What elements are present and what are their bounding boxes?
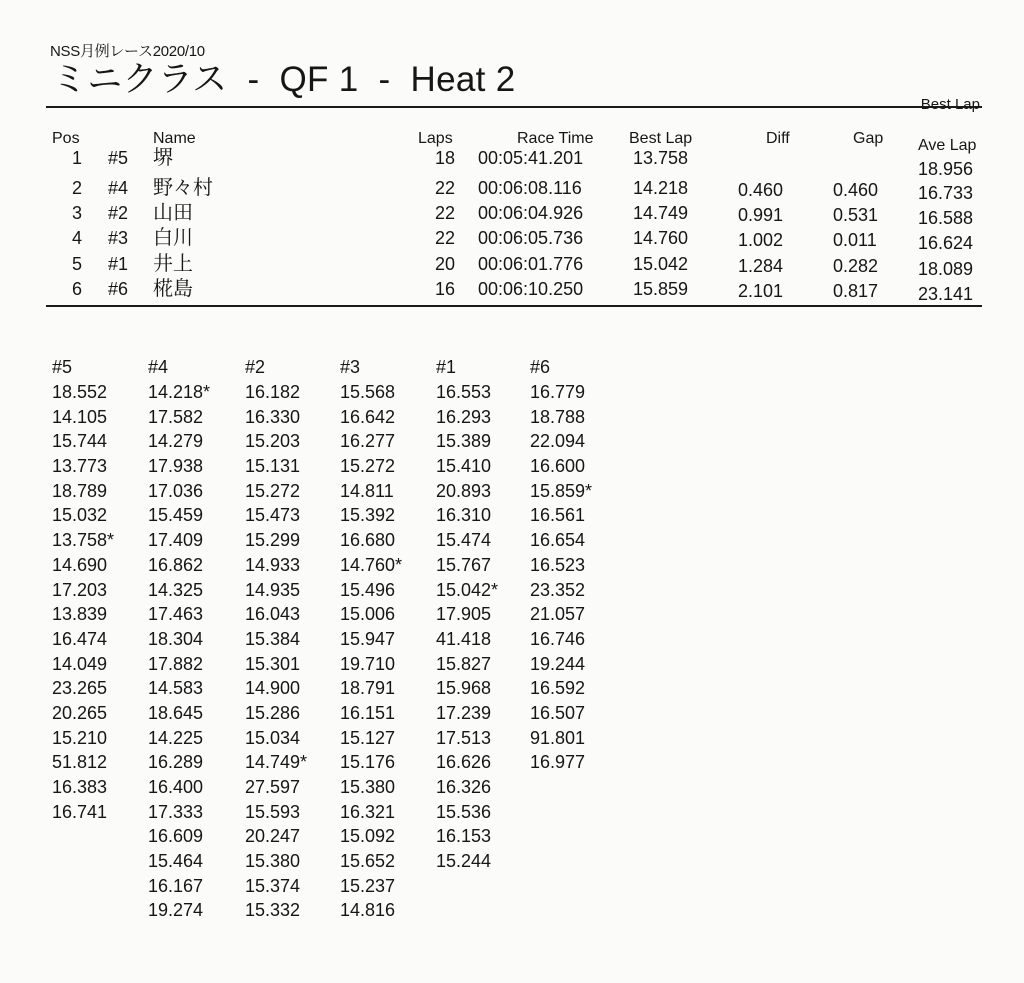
result-driver-name: 椛島	[153, 278, 193, 300]
lap-column	[148, 355, 238, 923]
lap-time: 15.652	[340, 851, 396, 872]
result-ave-lap: 23.141	[918, 284, 974, 304]
result-diff: 2.101	[738, 281, 784, 301]
lap-time: 16.043	[245, 604, 301, 625]
lap-column	[245, 355, 335, 923]
lap-time: 16.383	[52, 777, 108, 797]
result-best-lap: 15.042	[633, 254, 689, 274]
lap-column-car: #5	[52, 357, 73, 377]
lap-time: 15.127	[340, 727, 396, 748]
lap-time: 15.034	[245, 727, 301, 748]
lap-time: 23.352	[530, 579, 586, 600]
lap-time: 16.746	[530, 628, 586, 649]
lap-time: 16.553	[436, 382, 492, 402]
result-laps: 22	[434, 228, 455, 248]
lap-column-car: #3	[340, 357, 361, 377]
header-rule	[46, 106, 982, 108]
lap-time: 15.827	[436, 653, 492, 674]
lap-time: 51.812	[52, 752, 108, 773]
lap-time: 19.244	[530, 653, 586, 674]
result-pos: 3	[71, 203, 82, 223]
result-gap: 0.011	[833, 230, 877, 250]
lap-time: 17.239	[436, 702, 492, 723]
result-race-time: 00:06:10.250	[478, 279, 584, 299]
lap-time: 15.464	[148, 851, 204, 872]
lap-time: 15.332	[245, 900, 301, 921]
result-car-number: #2	[108, 203, 129, 223]
lap-time: 18.645	[148, 702, 204, 723]
lap-time: 15.042*	[436, 579, 499, 600]
lap-time: 22.094	[530, 431, 586, 452]
lap-time: 19.274	[148, 900, 204, 921]
result-best-lap: 14.749	[633, 203, 689, 223]
lap-time: 16.592	[530, 678, 586, 699]
result-driver-name: 山田	[153, 202, 193, 224]
lap-time: 14.749*	[245, 752, 308, 773]
lap-time: 17.938	[148, 456, 204, 477]
result-race-time: 00:06:01.776	[478, 254, 584, 274]
result-pos: 2	[71, 178, 82, 198]
lap-column	[52, 355, 142, 824]
lap-time: 14.049	[52, 653, 108, 674]
lap-time: 15.006	[340, 604, 396, 625]
lap-time: 15.374	[245, 875, 301, 896]
result-car-number: #5	[108, 148, 129, 168]
event-subtitle: NSS月例レース2020/10	[50, 43, 205, 60]
lap-time: 20.265	[52, 702, 108, 723]
lap-time: 15.389	[436, 431, 492, 452]
result-race-time: 00:06:04.926	[478, 203, 584, 223]
lap-column	[340, 355, 430, 923]
lap-time: 16.561	[530, 505, 586, 526]
lap-time: 15.410	[436, 456, 492, 477]
result-gap: 0.282	[833, 256, 879, 276]
lap-time: 16.523	[530, 554, 586, 575]
lap-time: 14.760*	[340, 554, 403, 575]
lap-time: 15.272	[245, 480, 301, 501]
lap-time: 14.225	[148, 727, 204, 748]
lap-time: 15.301	[245, 653, 301, 674]
lap-time: 16.321	[340, 801, 396, 822]
lap-time: 27.597	[245, 777, 301, 797]
result-ave-lap: 16.588	[918, 208, 974, 228]
result-car-number: #1	[108, 254, 129, 274]
lap-time: 17.905	[436, 604, 492, 625]
lap-time: 15.286	[245, 702, 301, 723]
result-race-time: 00:06:08.116	[478, 178, 582, 198]
lap-time: 17.203	[52, 579, 108, 600]
lap-time: 19.710	[340, 653, 396, 674]
lap-time: 15.299	[245, 530, 301, 551]
result-best-lap: 13.758	[633, 148, 689, 168]
result-laps: 18	[434, 148, 455, 168]
lap-time: 16.182	[245, 382, 301, 402]
result-diff: 0.460	[738, 180, 784, 200]
result-ave-lap: 18.956	[918, 159, 974, 179]
lap-time: 15.568	[340, 382, 396, 402]
col-header-race-time: Race Time	[517, 130, 594, 147]
lap-column-car: #4	[148, 357, 169, 377]
lap-time: 15.380	[245, 851, 301, 872]
lap-time: 41.418	[436, 628, 492, 649]
lap-time: 18.788	[530, 406, 586, 427]
col-header-diff: Diff	[766, 130, 790, 147]
page-title: ミニクラス - QF 1 - Heat 2	[52, 60, 516, 99]
lap-time: 14.105	[52, 406, 108, 427]
lap-time: 15.176	[340, 752, 396, 773]
result-driver-name: 野々村	[153, 177, 213, 199]
lap-time: 15.496	[340, 579, 396, 600]
result-gap: 0.817	[833, 281, 879, 301]
lap-time: 18.791	[340, 678, 396, 699]
result-gap: 0.460	[833, 180, 879, 200]
lap-time: 14.690	[52, 554, 108, 575]
lap-time: 18.304	[148, 628, 204, 649]
result-pos: 1	[71, 148, 82, 168]
col-header-gap: Gap	[853, 130, 884, 147]
result-pos: 5	[71, 254, 82, 274]
result-car-number: #4	[108, 178, 129, 198]
lap-time: 15.767	[436, 554, 492, 575]
result-diff: 1.284	[738, 256, 784, 276]
lap-time: 15.032	[52, 505, 108, 526]
col-header-name: Name	[153, 130, 196, 147]
result-best-lap: 14.760	[633, 228, 689, 248]
lap-time: 91.801	[530, 727, 586, 748]
lap-time: 16.153	[436, 826, 492, 847]
lap-column-car: #2	[245, 357, 266, 377]
lap-time: 15.536	[436, 801, 492, 822]
lap-time: 20.247	[245, 826, 301, 847]
lap-time: 16.277	[340, 431, 396, 452]
lap-time: 16.289	[148, 752, 204, 773]
lap-time: 13.773	[52, 456, 108, 477]
col-header-laps: Laps	[418, 130, 453, 147]
lap-time: 14.218*	[148, 382, 211, 402]
lap-column-car: #6	[530, 357, 551, 377]
lap-time: 16.326	[436, 777, 492, 797]
lap-time: 16.680	[340, 530, 396, 551]
lap-time: 15.744	[52, 431, 108, 452]
result-pos: 6	[71, 279, 82, 299]
lap-time: 14.933	[245, 554, 301, 575]
lap-time: 16.151	[340, 702, 396, 723]
lap-time: 14.816	[340, 900, 396, 921]
lap-time: 14.325	[148, 579, 204, 600]
lap-time: 16.642	[340, 406, 396, 427]
result-pos: 4	[71, 228, 82, 248]
lap-time: 16.609	[148, 826, 204, 847]
lap-time: 15.392	[340, 505, 396, 526]
lap-time: 21.057	[530, 604, 586, 625]
col-header-best-lap: Best Lap	[629, 130, 693, 147]
lap-time: 15.272	[340, 456, 396, 477]
result-race-time: 00:05:41.201	[478, 148, 584, 168]
lap-time: 15.092	[340, 826, 396, 847]
col-header-ave-lap: Ave Lap	[918, 137, 977, 154]
lap-time: 16.310	[436, 505, 492, 526]
result-ave-lap: 16.624	[918, 233, 974, 253]
lap-time: 15.968	[436, 678, 492, 699]
result-best-lap: 15.859	[633, 279, 689, 299]
results-bottom-rule	[46, 305, 982, 307]
result-race-time: 00:06:05.736	[478, 228, 584, 248]
lap-time: 16.600	[530, 456, 586, 477]
lap-column	[436, 355, 526, 874]
result-diff: 0.991	[738, 205, 784, 225]
lap-time: 13.839	[52, 604, 108, 625]
best-lap-tag: Best Lap	[920, 96, 980, 113]
lap-time: 16.626	[436, 752, 492, 773]
result-laps: 16	[434, 279, 455, 299]
lap-time: 15.210	[52, 727, 108, 748]
result-gap: 0.531	[833, 205, 879, 225]
lap-time: 15.384	[245, 628, 301, 649]
result-ave-lap: 16.733	[918, 183, 974, 203]
lap-time: 15.859*	[530, 480, 593, 501]
lap-time: 17.409	[148, 530, 204, 551]
lap-column-car: #1	[436, 357, 457, 377]
lap-time: 17.036	[148, 480, 204, 501]
lap-time: 20.893	[436, 480, 492, 501]
lap-column	[530, 355, 620, 775]
lap-time: 16.977	[530, 752, 586, 773]
lap-time: 23.265	[52, 678, 108, 699]
lap-time: 15.474	[436, 530, 492, 551]
lap-time: 17.513	[436, 727, 492, 748]
lap-time: 15.131	[245, 456, 301, 477]
result-laps: 22	[434, 203, 455, 223]
lap-time: 15.473	[245, 505, 301, 526]
lap-time: 15.593	[245, 801, 301, 822]
lap-time: 16.400	[148, 777, 204, 797]
lap-time: 15.380	[340, 777, 396, 797]
lap-time: 15.244	[436, 851, 492, 872]
lap-time: 13.758*	[52, 530, 115, 551]
lap-time: 16.507	[530, 702, 586, 723]
result-car-number: #3	[108, 228, 129, 248]
lap-time: 16.330	[245, 406, 301, 427]
lap-time: 15.947	[340, 628, 396, 649]
result-diff: 1.002	[738, 230, 784, 250]
lap-time: 16.474	[52, 628, 108, 649]
lap-time: 17.882	[148, 653, 204, 674]
lap-time: 16.741	[52, 801, 108, 822]
lap-time: 14.583	[148, 678, 204, 699]
lap-time: 18.552	[52, 382, 108, 402]
lap-time: 16.862	[148, 554, 204, 575]
result-car-number: #6	[108, 279, 129, 299]
result-laps: 22	[434, 178, 455, 198]
lap-time: 14.935	[245, 579, 301, 600]
lap-time: 15.459	[148, 505, 204, 526]
col-header-pos: Pos	[52, 130, 80, 147]
result-driver-name: 堺	[153, 147, 173, 169]
lap-time: 14.900	[245, 678, 301, 699]
lap-time: 14.279	[148, 431, 204, 452]
result-driver-name: 白川	[153, 227, 193, 249]
lap-time: 16.779	[530, 382, 586, 402]
result-driver-name: 井上	[153, 253, 193, 275]
lap-time: 17.582	[148, 406, 204, 427]
lap-time: 14.811	[340, 480, 394, 501]
lap-time: 16.654	[530, 530, 586, 551]
result-best-lap: 14.218	[633, 178, 689, 198]
result-laps: 20	[434, 254, 455, 274]
lap-time: 18.789	[52, 480, 108, 501]
lap-time: 16.167	[148, 875, 204, 896]
lap-time: 16.293	[436, 406, 492, 427]
lap-time: 15.203	[245, 431, 301, 452]
lap-time: 15.237	[340, 875, 396, 896]
lap-time: 17.333	[148, 801, 204, 822]
lap-time: 17.463	[148, 604, 204, 625]
result-ave-lap: 18.089	[918, 259, 974, 279]
